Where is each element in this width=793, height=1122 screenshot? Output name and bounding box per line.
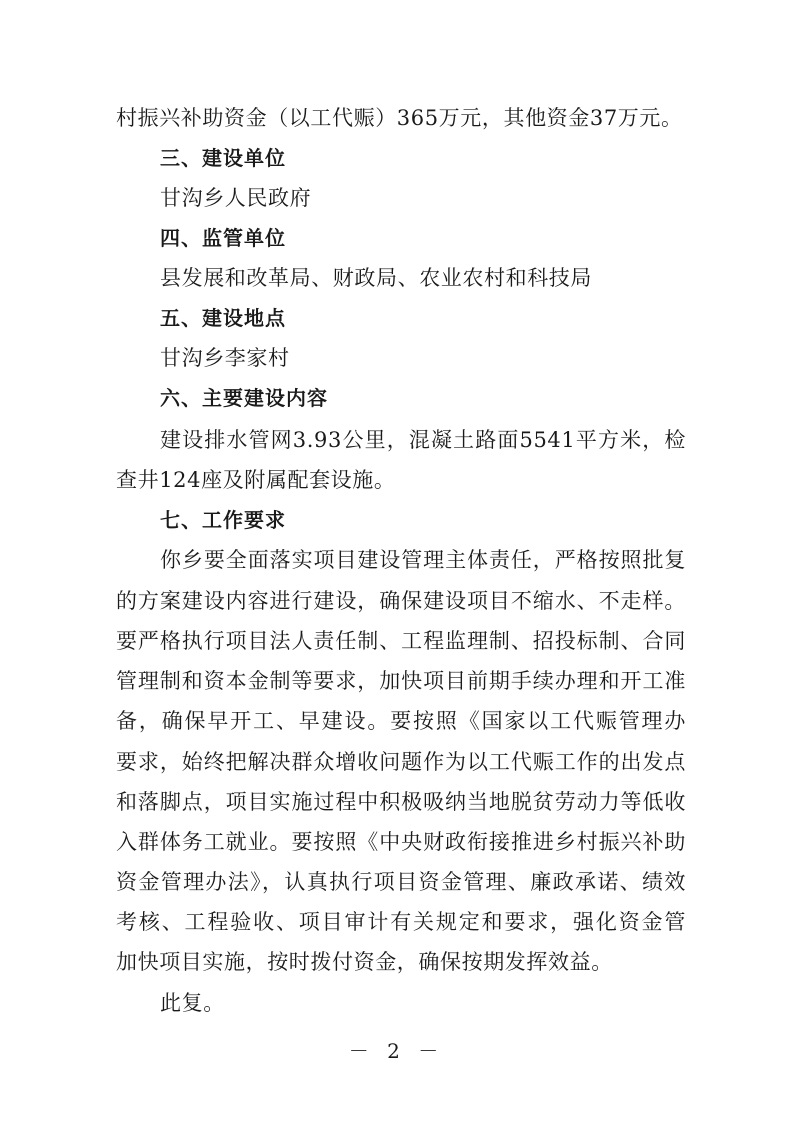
closing-line: 此复。 (160, 991, 225, 1015)
paragraph-line: 资金管理办法》，认真执行项目资金管理、廉政承诺、绩效 (116, 870, 686, 894)
section-heading-supervision-unit: 四、监管单位 (160, 226, 286, 250)
section-heading-main-content: 六、主要建设内容 (160, 386, 328, 410)
paragraph-line: 要严格执行项目法人责任制、工程监理制、招投标制、合同 (116, 629, 686, 653)
page-number: － 2 － (348, 1039, 445, 1063)
paragraph-line: 建设排水管网3.93公里，混凝土路面5541平方米，检 (160, 428, 686, 452)
paragraph-line: 入群体务工就业。要按照《中央财政衔接推进乡村振兴补助 (116, 830, 686, 854)
paragraph-line: 考核、工程验收、项目审计有关规定和要求，强化资金管 (116, 910, 686, 934)
section-heading-location: 五、建设地点 (160, 306, 286, 330)
paragraph-line: 备，确保早开工、早建设。要按照《国家以工代赈管理办 (116, 709, 686, 733)
paragraph-line: 县发展和改革局、财政局、农业农村和科技局 (160, 266, 592, 290)
paragraph-line: 要求，始终把解决群众增收问题作为以工代赈工作的出发点 (116, 750, 686, 774)
section-heading-construction-unit: 三、建设单位 (160, 146, 286, 170)
paragraph-line: 的方案建设内容进行建设，确保建设项目不缩水、不走样。 (116, 589, 686, 613)
paragraph-line: 甘沟乡人民政府 (160, 186, 312, 210)
paragraph-line: 管理制和资本金制等要求，加快项目前期手续办理和开工准 (116, 669, 686, 693)
section-heading-work-requirements: 七、工作要求 (160, 508, 286, 532)
paragraph-line: 村振兴补助资金（以工代赈）365万元，其他资金37万元。 (116, 106, 683, 130)
paragraph-line: 查井124座及附属配套设施。 (116, 468, 396, 492)
paragraph-line: 甘沟乡李家村 (160, 346, 290, 370)
paragraph-line: 加快项目实施，按时拨付资金，确保按期发挥效益。 (116, 950, 613, 974)
paragraph-line: 你乡要全面落实项目建设管理主体责任，严格按照批复 (160, 548, 686, 572)
paragraph-line: 和落脚点，项目实施过程中积极吸纳当地脱贫劳动力等低收 (116, 790, 686, 814)
